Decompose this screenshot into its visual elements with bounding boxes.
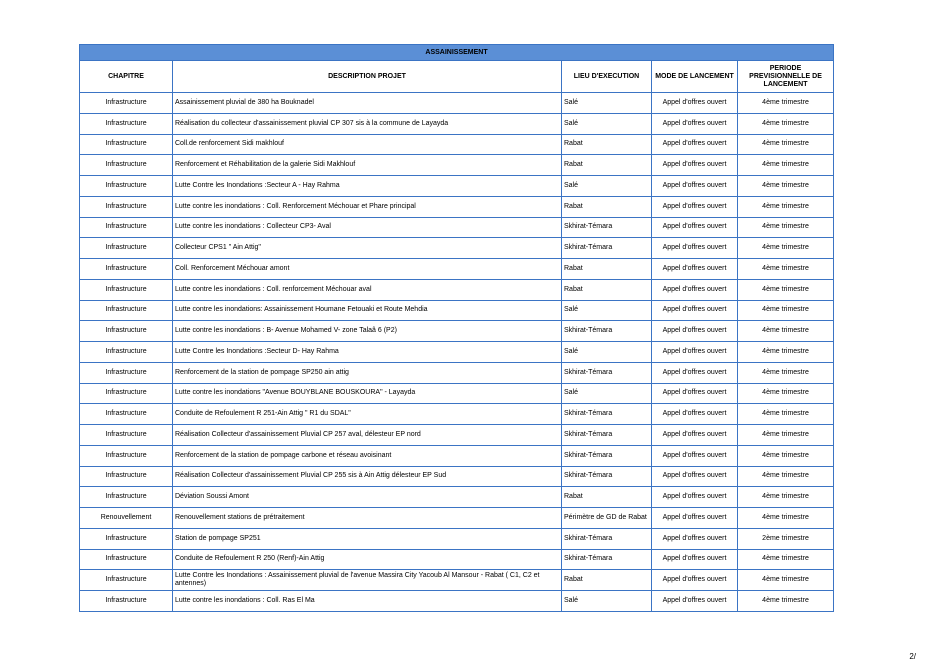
cell-mode: Appel d'offres ouvert: [652, 549, 738, 570]
cell-lieu: Salé: [562, 342, 652, 363]
cell-lieu: Salé: [562, 383, 652, 404]
cell-description: Lutte contre les inondations : Coll. Ras El Ma: [173, 591, 562, 612]
cell-mode: Appel d'offres ouvert: [652, 383, 738, 404]
cell-mode: Appel d'offres ouvert: [652, 113, 738, 134]
cell-periode: 4ème trimestre: [738, 445, 834, 466]
cell-mode: Appel d'offres ouvert: [652, 570, 738, 591]
cell-description: Lutte contre les inondations : Collecteur CP3- Aval: [173, 217, 562, 238]
cell-periode: 4ème trimestre: [738, 570, 834, 591]
header-description: DESCRIPTION PROJET: [173, 61, 562, 93]
cell-mode: Appel d'offres ouvert: [652, 259, 738, 280]
table-row: [80, 591, 834, 612]
table-row: [80, 321, 834, 342]
cell-chapitre: Infrastructure: [80, 466, 173, 487]
table-title: ASSAINISSEMENT: [80, 45, 834, 61]
cell-mode: Appel d'offres ouvert: [652, 238, 738, 259]
cell-periode: 4ème trimestre: [738, 113, 834, 134]
cell-periode: 4ème trimestre: [738, 176, 834, 197]
table-row: [80, 93, 834, 114]
cell-mode: Appel d'offres ouvert: [652, 466, 738, 487]
cell-description: Coll. Renforcement Méchouar amont: [173, 259, 562, 280]
cell-periode: 4ème trimestre: [738, 217, 834, 238]
cell-lieu: Rabat: [562, 570, 652, 591]
cell-description: Conduite de Refoulement R 251-Ain Attig " R1 du SDAL": [173, 404, 562, 425]
cell-lieu: Skhirat-Témara: [562, 549, 652, 570]
cell-description: Collecteur CPS1 " Ain Attig": [173, 238, 562, 259]
cell-chapitre: Infrastructure: [80, 217, 173, 238]
cell-chapitre: Infrastructure: [80, 196, 173, 217]
cell-periode: 4ème trimestre: [738, 362, 834, 383]
cell-chapitre: Infrastructure: [80, 93, 173, 114]
cell-periode: 4ème trimestre: [738, 404, 834, 425]
cell-mode: Appel d'offres ouvert: [652, 155, 738, 176]
header-lieu: LIEU D'EXECUTION: [562, 61, 652, 93]
cell-description: Station de pompage SP251: [173, 528, 562, 549]
table-row: [80, 508, 834, 529]
cell-lieu: Rabat: [562, 259, 652, 280]
cell-chapitre: Infrastructure: [80, 570, 173, 591]
cell-description: Lutte contre les inondations "Avenue BOUYBLANE BOUSKOURA" - Layayda: [173, 383, 562, 404]
cell-mode: Appel d'offres ouvert: [652, 217, 738, 238]
header-periode: PERIODE PREVISIONNELLE DE LANCEMENT: [738, 61, 834, 93]
cell-mode: Appel d'offres ouvert: [652, 93, 738, 114]
cell-description: Lutte contre les inondations : Coll. renforcement Méchouar aval: [173, 279, 562, 300]
cell-mode: Appel d'offres ouvert: [652, 445, 738, 466]
cell-lieu: Rabat: [562, 279, 652, 300]
cell-chapitre: Infrastructure: [80, 404, 173, 425]
cell-mode: Appel d'offres ouvert: [652, 321, 738, 342]
cell-lieu: Skhirat-Témara: [562, 445, 652, 466]
cell-lieu: Skhirat-Témara: [562, 238, 652, 259]
cell-periode: 4ème trimestre: [738, 259, 834, 280]
cell-periode: 4ème trimestre: [738, 425, 834, 446]
cell-periode: 4ème trimestre: [738, 487, 834, 508]
cell-periode: 4ème trimestre: [738, 93, 834, 114]
cell-chapitre: Infrastructure: [80, 383, 173, 404]
cell-lieu: Rabat: [562, 155, 652, 176]
table-row: [80, 155, 834, 176]
cell-mode: Appel d'offres ouvert: [652, 487, 738, 508]
cell-chapitre: Infrastructure: [80, 487, 173, 508]
cell-chapitre: Infrastructure: [80, 362, 173, 383]
cell-periode: 4ème trimestre: [738, 549, 834, 570]
cell-mode: Appel d'offres ouvert: [652, 508, 738, 529]
cell-chapitre: Infrastructure: [80, 238, 173, 259]
cell-periode: 4ème trimestre: [738, 591, 834, 612]
cell-description: Coll.de renforcement Sidi makhlouf: [173, 134, 562, 155]
table-row: [80, 466, 834, 487]
cell-lieu: Skhirat-Témara: [562, 466, 652, 487]
cell-lieu: Salé: [562, 176, 652, 197]
cell-chapitre: Infrastructure: [80, 425, 173, 446]
cell-mode: Appel d'offres ouvert: [652, 425, 738, 446]
cell-periode: 4ème trimestre: [738, 155, 834, 176]
table-row: [80, 570, 834, 591]
table-row: [80, 404, 834, 425]
cell-description: Lutte Contre les Inondations : Assainissement pluvial de l'avenue Massira City Yacoub Al Mansour - Rabat ( C1, C2 et antennes): [173, 570, 562, 591]
cell-description: Lutte contre les inondations : Coll. Renforcement Méchouar et Phare principal: [173, 196, 562, 217]
table-row: [80, 342, 834, 363]
cell-lieu: Skhirat-Témara: [562, 425, 652, 446]
cell-lieu: Skhirat-Témara: [562, 321, 652, 342]
cell-mode: Appel d'offres ouvert: [652, 362, 738, 383]
cell-lieu: Salé: [562, 93, 652, 114]
cell-chapitre: Renouvellement: [80, 508, 173, 529]
assainissement-table-container: [79, 44, 833, 612]
cell-chapitre: Infrastructure: [80, 279, 173, 300]
cell-chapitre: Infrastructure: [80, 134, 173, 155]
cell-periode: 4ème trimestre: [738, 342, 834, 363]
table-row: [80, 425, 834, 446]
cell-mode: Appel d'offres ouvert: [652, 591, 738, 612]
cell-lieu: Rabat: [562, 487, 652, 508]
cell-chapitre: Infrastructure: [80, 176, 173, 197]
cell-lieu: Skhirat-Témara: [562, 217, 652, 238]
cell-lieu: Salé: [562, 591, 652, 612]
table-row: [80, 383, 834, 404]
cell-description: Déviation Soussi Amont: [173, 487, 562, 508]
cell-lieu: Salé: [562, 300, 652, 321]
table-row: [80, 238, 834, 259]
cell-chapitre: Infrastructure: [80, 155, 173, 176]
cell-periode: 4ème trimestre: [738, 383, 834, 404]
table-title-row: [80, 45, 834, 61]
cell-description: Réalisation Collecteur d'assainissement Pluvial CP 255 sis à Ain Attig délesteur EP Sud: [173, 466, 562, 487]
cell-description: Lutte Contre les Inondations :Secteur A - Hay Rahma: [173, 176, 562, 197]
cell-description: Lutte contre les inondations : B- Avenue Mohamed V- zone Talaâ 6 (P2): [173, 321, 562, 342]
cell-lieu: Skhirat-Témara: [562, 528, 652, 549]
table-row: [80, 487, 834, 508]
cell-mode: Appel d'offres ouvert: [652, 404, 738, 425]
cell-description: Renouvellement stations de prétraitement: [173, 508, 562, 529]
table-row: [80, 196, 834, 217]
cell-chapitre: Infrastructure: [80, 300, 173, 321]
table-row: [80, 259, 834, 280]
table-row: [80, 113, 834, 134]
cell-description: Renforcement et Réhabilitation de la galerie Sidi Makhlouf: [173, 155, 562, 176]
table-row: [80, 134, 834, 155]
cell-periode: 4ème trimestre: [738, 321, 834, 342]
cell-description: Assainissement pluvial de 380 ha Bouknadel: [173, 93, 562, 114]
cell-periode: 4ème trimestre: [738, 300, 834, 321]
cell-mode: Appel d'offres ouvert: [652, 176, 738, 197]
table-row: [80, 549, 834, 570]
cell-description: Conduite de Refoulement R 250 (Renf)-Ain Attig: [173, 549, 562, 570]
cell-chapitre: Infrastructure: [80, 113, 173, 134]
cell-lieu: Skhirat-Témara: [562, 404, 652, 425]
cell-description: Renforcement de la station de pompage SP250 ain attig: [173, 362, 562, 383]
cell-mode: Appel d'offres ouvert: [652, 342, 738, 363]
cell-periode: 4ème trimestre: [738, 508, 834, 529]
cell-mode: Appel d'offres ouvert: [652, 196, 738, 217]
cell-chapitre: Infrastructure: [80, 549, 173, 570]
cell-mode: Appel d'offres ouvert: [652, 300, 738, 321]
cell-lieu: Skhirat-Témara: [562, 362, 652, 383]
cell-chapitre: Infrastructure: [80, 445, 173, 466]
cell-description: Réalisation du collecteur d'assainissement pluvial CP 307 sis à la commune de Layayda: [173, 113, 562, 134]
cell-periode: 4ème trimestre: [738, 196, 834, 217]
header-chapitre: CHAPITRE: [80, 61, 173, 93]
cell-periode: 4ème trimestre: [738, 466, 834, 487]
assainissement-table: [79, 44, 834, 612]
header-mode: MODE DE LANCEMENT: [652, 61, 738, 93]
cell-chapitre: Infrastructure: [80, 342, 173, 363]
page-number: 2/: [909, 652, 916, 661]
table-row: [80, 362, 834, 383]
table-row: [80, 300, 834, 321]
cell-description: Renforcement de la station de pompage carbone et réseau avoisinant: [173, 445, 562, 466]
cell-description: Lutte contre les inondations: Assainissement Houmane Fetouaki et Route Mehdia: [173, 300, 562, 321]
table-row: [80, 528, 834, 549]
cell-periode: 4ème trimestre: [738, 134, 834, 155]
cell-description: Réalisation Collecteur d'assainissement Pluvial CP 257 aval, délesteur EP nord: [173, 425, 562, 446]
cell-mode: Appel d'offres ouvert: [652, 134, 738, 155]
cell-lieu: Périmètre de GD de Rabat: [562, 508, 652, 529]
table-row: [80, 279, 834, 300]
cell-periode: 4ème trimestre: [738, 238, 834, 259]
cell-chapitre: Infrastructure: [80, 259, 173, 280]
cell-mode: Appel d'offres ouvert: [652, 279, 738, 300]
table-row: [80, 217, 834, 238]
cell-periode: 2ème trimestre: [738, 528, 834, 549]
cell-chapitre: Infrastructure: [80, 321, 173, 342]
table-row: [80, 176, 834, 197]
table-row: [80, 445, 834, 466]
cell-chapitre: Infrastructure: [80, 528, 173, 549]
cell-description: Lutte Contre les Inondations :Secteur D- Hay Rahma: [173, 342, 562, 363]
cell-periode: 4ème trimestre: [738, 279, 834, 300]
cell-lieu: Salé: [562, 113, 652, 134]
table-body: [80, 93, 834, 612]
cell-lieu: Rabat: [562, 134, 652, 155]
cell-chapitre: Infrastructure: [80, 591, 173, 612]
table-header-row: [80, 61, 834, 93]
cell-lieu: Rabat: [562, 196, 652, 217]
cell-mode: Appel d'offres ouvert: [652, 528, 738, 549]
